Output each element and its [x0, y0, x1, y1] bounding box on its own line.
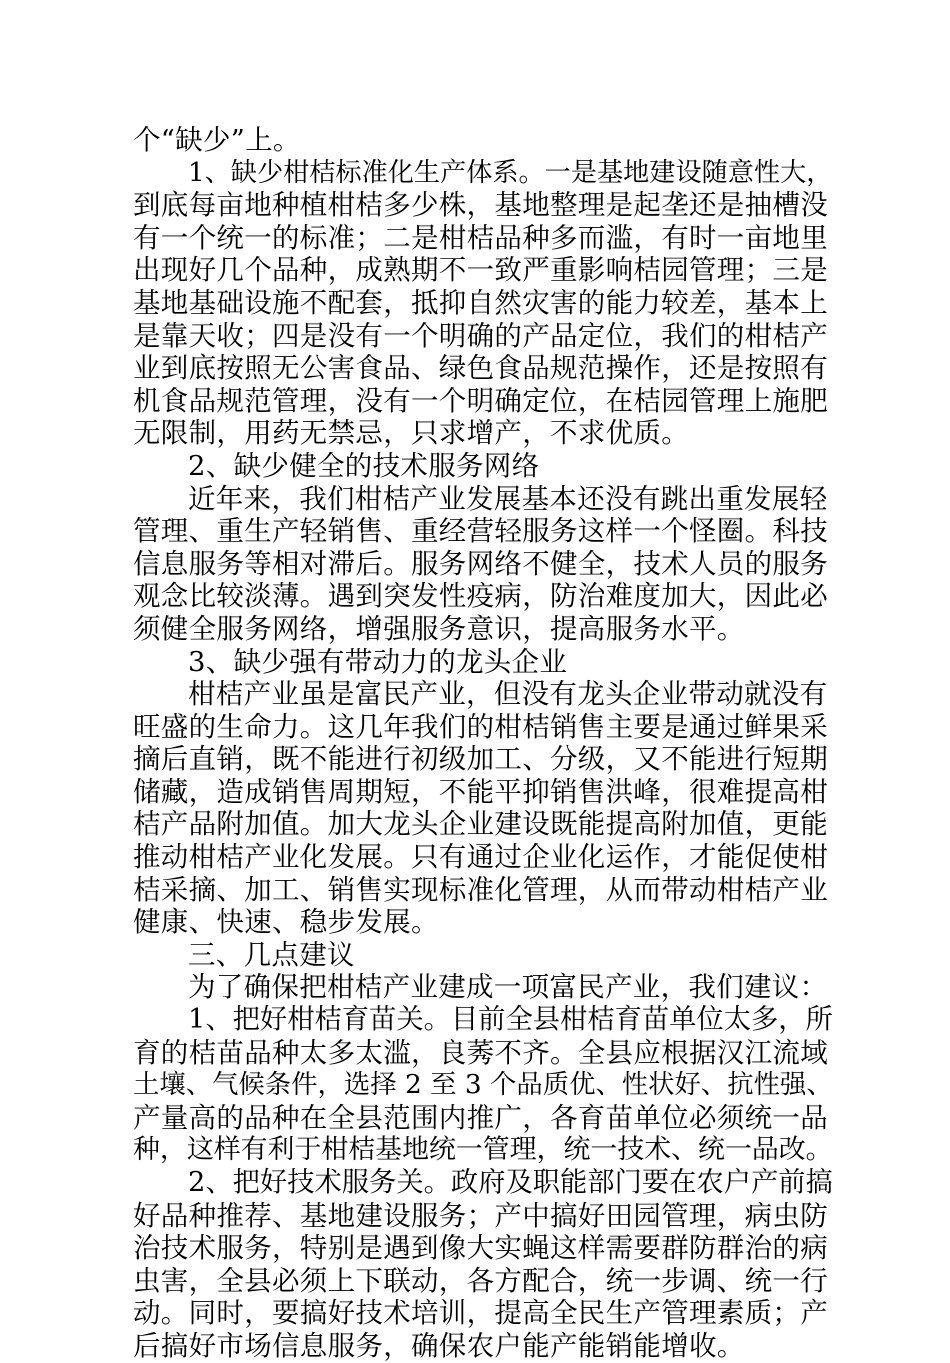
text-line: 动。同时，要搞好技术培训，提高全民生产管理素质；产 — [133, 1297, 828, 1330]
text-line: 桔采摘、加工、销售实现标准化管理，从而带动柑桔产业 — [133, 873, 828, 906]
text-line: 机食品规范管理，没有一个明确定位，在桔园管理上施肥 — [133, 384, 828, 417]
text-line: 三、几点建议 — [188, 938, 355, 971]
text-line: 到底每亩地种植柑桔多少株，基地整理是起垄还是抽槽没 — [133, 189, 828, 222]
document-body — [133, 124, 833, 1363]
text-line: 基地基础设施不配套，抵抑自然灾害的能力较差，基本上 — [133, 286, 828, 319]
text-line: 育的桔苗品种太多太滥，良莠不齐。全县应根据汉江流域 — [133, 1036, 828, 1069]
text-line: 推动柑桔产业化发展。只有通过企业化运作，才能促使柑 — [133, 841, 828, 874]
text-line: 1、缺少柑桔标准化生产体系。一是基地建设随意性大， — [188, 157, 833, 188]
text-line: 有一个统一的标准；二是柑桔品种多而滥，有时一亩地里 — [133, 221, 828, 254]
text-line: 柑桔产业虽是富民产业，但没有龙头企业带动就没有 — [188, 678, 828, 711]
text-line: 土壤、气候条件，选择 2 至 3 个品质优、性状好、抗性强、 — [133, 1070, 833, 1101]
text-line: 好品种推荐、基地建设服务；产中搞好田园管理，病虫防 — [133, 1199, 828, 1232]
text-line: 健康、快速、稳步发展。 — [133, 906, 439, 939]
text-line: 为了确保把柑桔产业建成一项富民产业，我们建议： — [188, 971, 828, 1004]
text-line: 2、缺少健全的技术服务网络 — [188, 449, 540, 482]
text-line: 摘后直销，既不能进行初级加工、分级，又不能进行短期 — [133, 743, 828, 776]
text-line: 业到底按照无公害食品、绿色食品规范操作，还是按照有 — [133, 352, 828, 385]
text-line: 信息服务等相对滞后。服务网络不健全，技术人员的服务 — [133, 547, 828, 580]
text-line: 种，这样有利于柑桔基地统一管理，统一技术、统一品改。 — [133, 1134, 833, 1166]
text-line: 桔产品附加值。加大龙头企业建设既能提高附加值，更能 — [133, 808, 828, 841]
text-line: 旺盛的生命力。这几年我们的柑桔销售主要是通过鲜果采 — [133, 710, 828, 743]
text-line: 出现好几个品种，成熟期不一致严重影响桔园管理；三是 — [133, 254, 828, 287]
text-line: 个“缺少”上。 — [133, 124, 301, 156]
text-line: 产量高的品种在全县范围内推广，各育苗单位必须统一品 — [133, 1101, 828, 1134]
text-line: 2、把好技术服务关。政府及职能部门要在农户产前搞 — [188, 1167, 833, 1198]
text-line: 观念比较淡薄。遇到突发性疫病，防治难度加大，因此必 — [133, 580, 828, 613]
text-line: 治技术服务，特别是遇到像大实蝇这样需要群防群治的病 — [133, 1232, 828, 1265]
text-line: 1、把好柑桔育苗关。目前全县柑桔育苗单位太多，所 — [188, 1004, 833, 1036]
text-line: 无限制，用药无禁忌，只求增产，不求优质。 — [133, 417, 689, 450]
text-line: 储藏，造成销售周期短，不能平抑销售洪峰，很难提高柑 — [133, 775, 828, 808]
text-line: 虫害，全县必须上下联动，各方配合，统一步调、统一行 — [133, 1264, 828, 1297]
text-line: 须健全服务网络，增强服务意识，提高服务水平。 — [133, 612, 745, 645]
text-line: 后搞好市场信息服务，确保农户能产能销能增收。 — [133, 1329, 745, 1362]
text-line: 3、缺少强有带动力的龙头企业 — [188, 645, 568, 678]
text-line: 近年来，我们柑桔产业发展基本还没有跳出重发展轻 — [188, 482, 828, 515]
text-line: 管理、重生产轻销售、重经营轻服务这样一个怪圈。科技 — [133, 515, 828, 548]
text-line: 是靠天收；四是没有一个明确的产品定位，我们的柑桔产 — [133, 319, 828, 352]
